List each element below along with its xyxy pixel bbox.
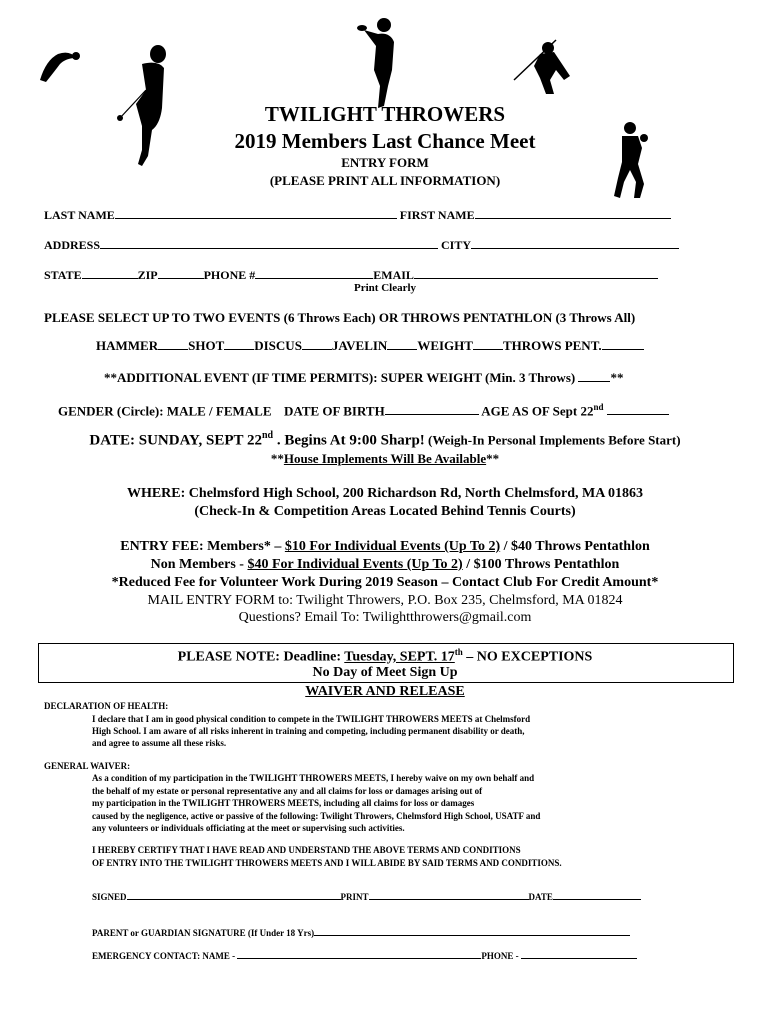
last-name-field[interactable] <box>115 217 397 219</box>
emergency-label: EMERGENCY CONTACT: NAME - <box>92 951 238 961</box>
questions-email: Questions? Email To: Twilightthrowers@gmail.com <box>238 610 532 625</box>
location-where: WHERE: Chelmsford High School, 200 Richardson Rd, North Chelmsford, MA 01863 <box>126 486 644 501</box>
meet-date <box>0 430 770 449</box>
events-row <box>96 338 644 354</box>
last-name-row <box>44 208 671 223</box>
additional-event-row <box>104 370 623 386</box>
fee-non-members-individual: $40 For Individual Events (Up To 2) <box>247 557 463 572</box>
shot-label: SHOT <box>188 338 225 353</box>
age-field[interactable] <box>607 413 669 415</box>
emergency-name-field[interactable] <box>237 957 481 959</box>
javelin-field[interactable] <box>387 348 417 350</box>
deadline-date: Tuesday, SEPT. 17 <box>344 649 455 665</box>
additional-event-text: **ADDITIONAL EVENT (IF TIME PERMITS): SUPER WEIGHT (Min. 3 Throws) <box>104 370 576 385</box>
general-waiver-text: As a condition of my participation in the TWILIGHT THROWERS MEETS, I hereby waive on my own behalf and the behalf of my estate or personal representative any and all claims for loss or damages arising out of my participation in the TWILIGHT THROWERS MEETS, including all claims for loss or damages caused by the negligence, active or passive of the following: Twilight Throwers, Chelmsford High School, USATF and any volunteers or individuals officiating at the meet or supervising such activities. <box>92 773 541 833</box>
super-weight-field[interactable] <box>578 380 610 382</box>
parent-row <box>92 928 630 938</box>
parent-label: PARENT or GUARDIAN SIGNATURE (If Under 18 Yrs) <box>92 928 315 938</box>
phone-field[interactable] <box>255 277 373 279</box>
emergency-row <box>92 951 637 961</box>
fee-non-members: Non Members - $40 For Individual Events (Up To 2) / $100 Throws Pentathlon <box>150 557 620 572</box>
fee-members-individual: $10 For Individual Events (Up To 2) <box>284 539 501 554</box>
location-checkin: (Check-In & Competition Areas Located Behind Tennis Courts) <box>194 504 576 519</box>
fee-reduced-note: *Reduced Fee for Volunteer Work During 2019 Season – Contact Club For Credit Amount* <box>111 575 659 590</box>
page-subtitle: 2019 Members Last Chance Meet <box>234 129 536 153</box>
address-label: ADDRESS <box>44 238 101 252</box>
weight-field[interactable] <box>473 348 503 350</box>
date-label: DATE <box>528 892 553 902</box>
state-label: STATE <box>44 268 82 282</box>
health-heading: DECLARATION OF HEALTH: <box>44 701 169 711</box>
form-title: ENTRY FORM <box>341 155 429 170</box>
gender-label: GENDER (Circle): MALE / FEMALE <box>58 403 272 419</box>
events-heading: PLEASE SELECT UP TO TWO EVENTS (6 Throws Each) OR THROWS PENTATHLON (3 Throws All) <box>44 310 636 325</box>
shot-putter-icon <box>36 50 80 84</box>
discus-label: DISCUS <box>254 338 302 353</box>
gender-row <box>58 402 669 419</box>
city-field[interactable] <box>471 247 679 249</box>
javelin-thrower-icon <box>510 36 574 98</box>
pentathlon-label: THROWS PENT. <box>502 338 602 353</box>
email-field[interactable] <box>414 277 658 279</box>
address-row <box>44 238 679 253</box>
date-field[interactable] <box>553 898 641 900</box>
print-field[interactable] <box>369 898 529 900</box>
implements-text: House Implements Will Be Available <box>283 451 487 466</box>
dob-field[interactable] <box>385 413 479 415</box>
certify-text: I HEREBY CERTIFY THAT I HAVE READ AND UNDERSTAND THE ABOVE TERMS AND CONDITIONS OF ENTRY INTO THE TWILIGHT THROWERS MEETS AND I WILL ABIDE BY SAID TERMS AND CONDITIONS. <box>92 845 562 868</box>
javelin-label: JAVELIN <box>331 338 388 353</box>
no-day-of-signup: No Day of Meet Sign Up <box>312 665 458 680</box>
zip-label: ZIP <box>137 268 158 282</box>
age-label: AGE AS OF Sept 22 <box>481 403 594 419</box>
dob-label: DATE OF BIRTH <box>284 403 385 419</box>
address-field[interactable] <box>100 247 438 249</box>
deadline-line: PLEASE NOTE: Deadline: Tuesday, SEPT. 17th – NO EXCEPTIONS <box>177 647 593 665</box>
meet-start-time: . Begins At 9:00 Sharp! <box>273 432 425 449</box>
page-title: TWILIGHT THROWERS <box>264 102 506 126</box>
pentathlon-field[interactable] <box>602 348 644 350</box>
fee-members: ENTRY FEE: Members* – $10 For Individual Events (Up To 2) / $40 Throws Pentathlon <box>120 539 650 554</box>
health-text: I declare that I am in good physical condition to compete in the TWILIGHT THROWERS MEETS at Chelmsford High School. I am aware of all risks inherent in training and competing, including permanent disability or death, and agree to assume all these risks. <box>92 714 531 748</box>
phone-label: PHONE # <box>203 268 256 282</box>
weight-label: WEIGHT <box>417 338 473 353</box>
meet-date-sup: nd <box>261 430 274 441</box>
print-clearly-note: Print Clearly <box>354 282 417 294</box>
implements-note: **House Implements Will Be Available** <box>270 451 500 466</box>
last-name-label: LAST NAME <box>44 208 115 222</box>
signature-row <box>92 892 641 902</box>
general-waiver-heading: GENERAL WAIVER: <box>44 761 131 771</box>
meet-date-text: DATE: SUNDAY, SEPT 22 <box>89 432 262 449</box>
hammer-field[interactable] <box>158 348 188 350</box>
parent-field[interactable] <box>314 934 630 936</box>
shot-field[interactable] <box>224 348 254 350</box>
emergency-phone-label: PHONE - <box>481 951 521 961</box>
email-label: EMAIL <box>373 268 414 282</box>
additional-event-suffix: ** <box>610 370 624 385</box>
state-row <box>44 268 658 283</box>
age-label-sup: nd <box>593 402 604 412</box>
city-label: CITY <box>441 238 472 252</box>
first-name-field[interactable] <box>475 217 671 219</box>
waiver-title: WAIVER AND RELEASE <box>305 684 465 699</box>
first-name-label: FIRST NAME <box>399 208 475 222</box>
discus-field[interactable] <box>302 348 332 350</box>
form-instructions: (PLEASE PRINT ALL INFORMATION) <box>269 173 501 188</box>
zip-field[interactable] <box>158 277 204 279</box>
weigh-in-note: (Weigh-In Personal Implements Before Start) <box>424 432 681 448</box>
signed-field[interactable] <box>127 898 341 900</box>
state-field[interactable] <box>82 277 138 279</box>
mail-entry-form: MAIL ENTRY FORM to: Twilight Throwers, P.O. Box 235, Chelmsford, MA 01824 <box>147 593 623 608</box>
signed-label: SIGNED <box>92 892 127 902</box>
hammer-label: HAMMER <box>96 338 159 353</box>
emergency-phone-field[interactable] <box>521 957 637 959</box>
discus-thrower-icon <box>356 16 404 112</box>
print-label: PRINT <box>340 892 369 902</box>
